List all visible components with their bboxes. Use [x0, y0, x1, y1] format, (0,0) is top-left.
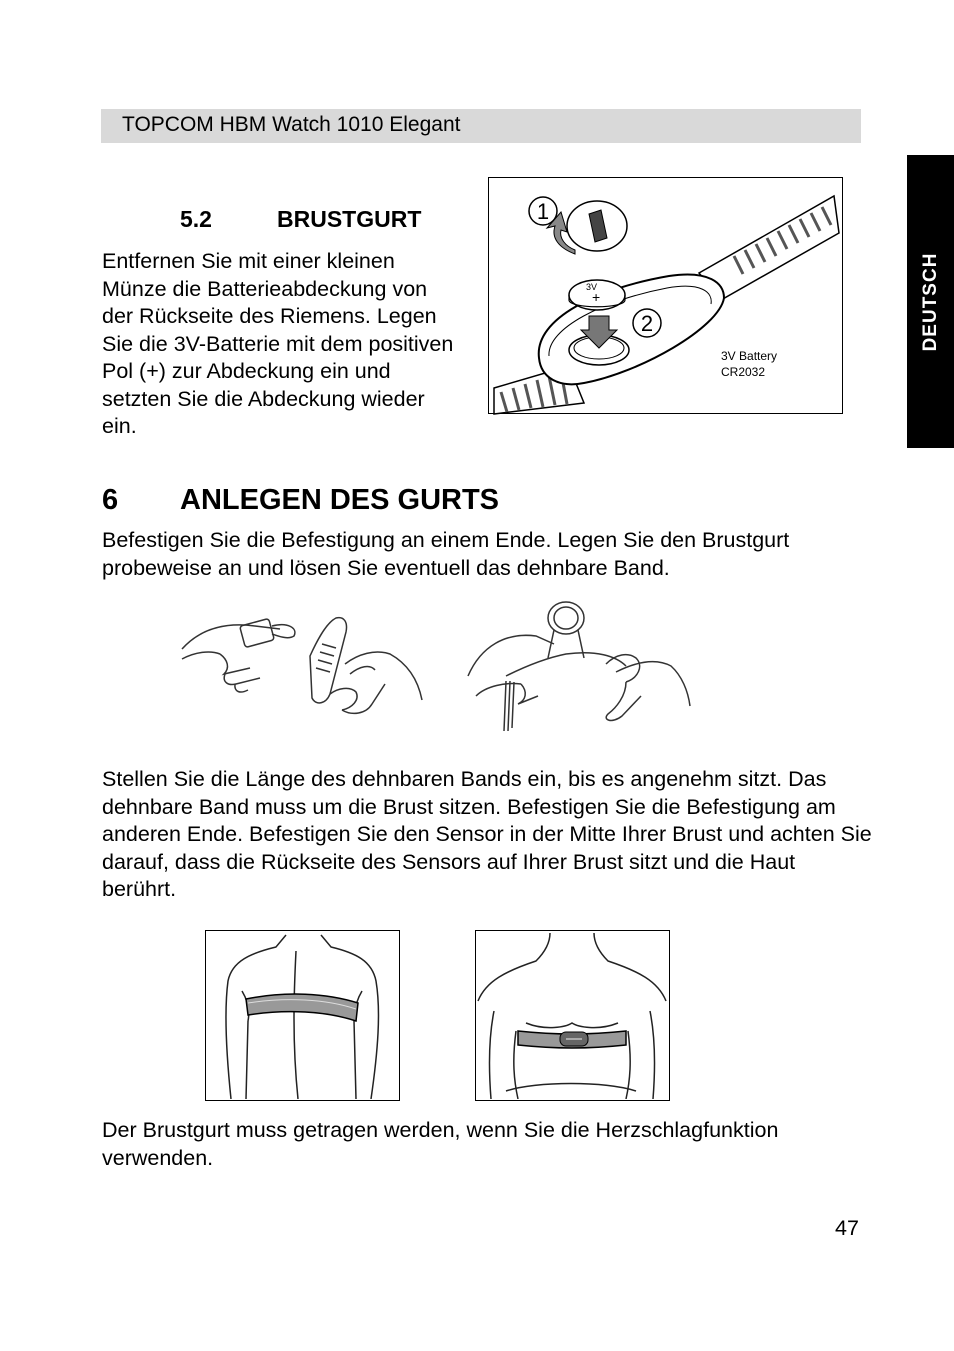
- hands-attaching-clip-illustration: [180, 604, 425, 724]
- battery-label-line1: 3V Battery: [721, 349, 778, 363]
- strap-adjust-paragraph: Stellen Sie die Länge des dehnbaren Bands ein, bis es angenehm sitzt. Das dehnbare Band muss um die Brust sitzen. Befestigen Sie die Befestigung am anderen Ende. Befestigen Sie den Sensor in der Mitte Ihrer Brust und achten Sie darauf, dass die Rückseite des Sensors auf Ihrer Brust sitzt und die Haut berührt.: [102, 767, 872, 901]
- section-number: 5.2: [180, 206, 212, 232]
- coin-voltage-label: 3V: [586, 282, 598, 292]
- battery-type-label: [721, 348, 777, 380]
- header-bar: [101, 109, 861, 143]
- battery-instructions: Entfernen Sie mit einer kleinen Münze die Batterieabdeckung von der Rückseite des Riemens. Legen Sie die 3V-Batterie mit dem positiven Pol (+) zur Abdeckung ein und setzten Sie die Abdeckung wieder ein.: [102, 249, 454, 438]
- chest-strap-drawing: [489, 178, 844, 415]
- coin-plus-label: +: [592, 289, 601, 305]
- language-tab: [907, 155, 954, 448]
- section-title: ANLEGEN DES GURTS: [180, 484, 500, 516]
- section-number: 6: [102, 484, 119, 516]
- section-title: BRUSTGURT: [277, 206, 422, 232]
- torso-front-strap-illustration: [475, 930, 670, 1101]
- header-title: TOPCOM HBM Watch 1010 Elegant: [122, 113, 461, 136]
- battery-replacement-illustration: [488, 177, 843, 414]
- torso-front-drawing: [476, 931, 668, 1099]
- language-tab-label: DEUTSCH: [919, 252, 941, 351]
- section-heading-5-2: [180, 206, 421, 233]
- hands-adjusting-band-illustration: [466, 596, 691, 736]
- torso-back-strap-illustration: [205, 930, 400, 1101]
- section-heading-6: [102, 484, 499, 517]
- usage-note-paragraph: Der Brustgurt muss getragen werden, wenn Sie die Herzschlagfunktion verwenden.: [102, 1118, 779, 1170]
- battery-label-line2: CR2032: [721, 365, 766, 379]
- step-1-label: 1: [536, 199, 550, 224]
- step-2-label: 2: [640, 311, 654, 336]
- torso-back-drawing: [206, 931, 398, 1099]
- strap-attach-paragraph: Befestigen Sie die Befestigung an einem Ende. Legen Sie den Brustgurt probeweise an und lösen Sie eventuell das dehnbare Band.: [102, 528, 790, 580]
- page-number: 47: [835, 1216, 859, 1240]
